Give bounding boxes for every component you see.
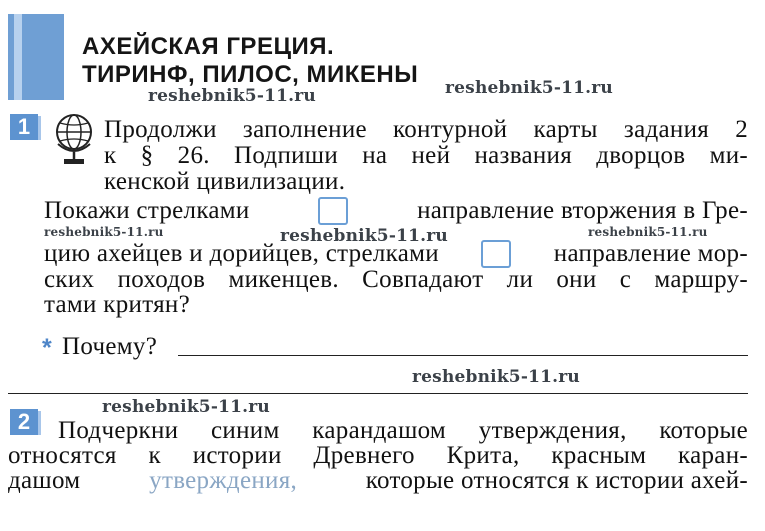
arrow-legend-box-invasion	[318, 197, 348, 225]
watermark: reshebnik5-11.ru	[412, 367, 580, 387]
section-title-line-1: АХЕЙСКАЯ ГРЕЦИЯ.	[82, 33, 335, 60]
task2-text-segment: которые относятся к истории ахей-	[365, 467, 748, 494]
task1-text-segment: цию ахейцев и дорийцев, стрелками	[44, 240, 439, 267]
globe-icon	[52, 112, 96, 171]
task1-text-segment: направление вторжения в Гре-	[417, 197, 748, 224]
task1-text-segment: Покажи стрелками	[44, 197, 250, 224]
answer-line-1[interactable]	[178, 355, 748, 356]
watermark: reshebnik5-11.ru	[148, 86, 316, 106]
task-number-badge: 2	[10, 409, 38, 435]
task2-text-line: относятся к истории Древнего Крита, красным каран-	[8, 442, 748, 469]
task1-text-line	[44, 240, 748, 268]
section-marker	[8, 14, 64, 100]
task1-text-line: ских походов микенцев. Совпадают ли они с маршру-	[44, 266, 748, 293]
why-label: Почему?	[62, 333, 158, 360]
task2-text-segment: дашом	[8, 467, 81, 494]
arrow-legend-box-sea-campaigns	[481, 240, 511, 268]
task1-text-line	[44, 197, 748, 225]
watermark: reshebnik5-11.ru	[588, 225, 708, 239]
task1-text-segment: направление мор-	[553, 240, 748, 267]
watermark: reshebnik5-11.ru	[44, 225, 164, 239]
task-number-badge: 1	[10, 114, 38, 140]
task1-text-line: тами критян?	[44, 291, 190, 318]
watermark: reshebnik5-11.ru	[102, 397, 270, 417]
task1-text-line: Продолжи заполнение контурной карты задания 2	[104, 116, 748, 143]
task2-text-segment: утверждения,	[149, 467, 298, 494]
task1-text-line: кенской цивилизации.	[104, 168, 346, 195]
watermark: reshebnik5-11.ru	[445, 78, 613, 98]
task2-text-line: Подчеркни синим карандашом утверждения, которые	[58, 417, 748, 444]
asterisk-icon: *	[42, 334, 53, 362]
answer-line-2[interactable]	[8, 393, 748, 394]
watermark: reshebnik5-11.ru	[280, 226, 448, 246]
task1-text-line: к § 26. Подпиши на ней названия дворцов ми-	[104, 142, 748, 169]
task2-text-line	[8, 467, 748, 495]
section-title-line-2: ТИРИНФ, ПИЛОС, МИКЕНЫ	[82, 61, 419, 88]
